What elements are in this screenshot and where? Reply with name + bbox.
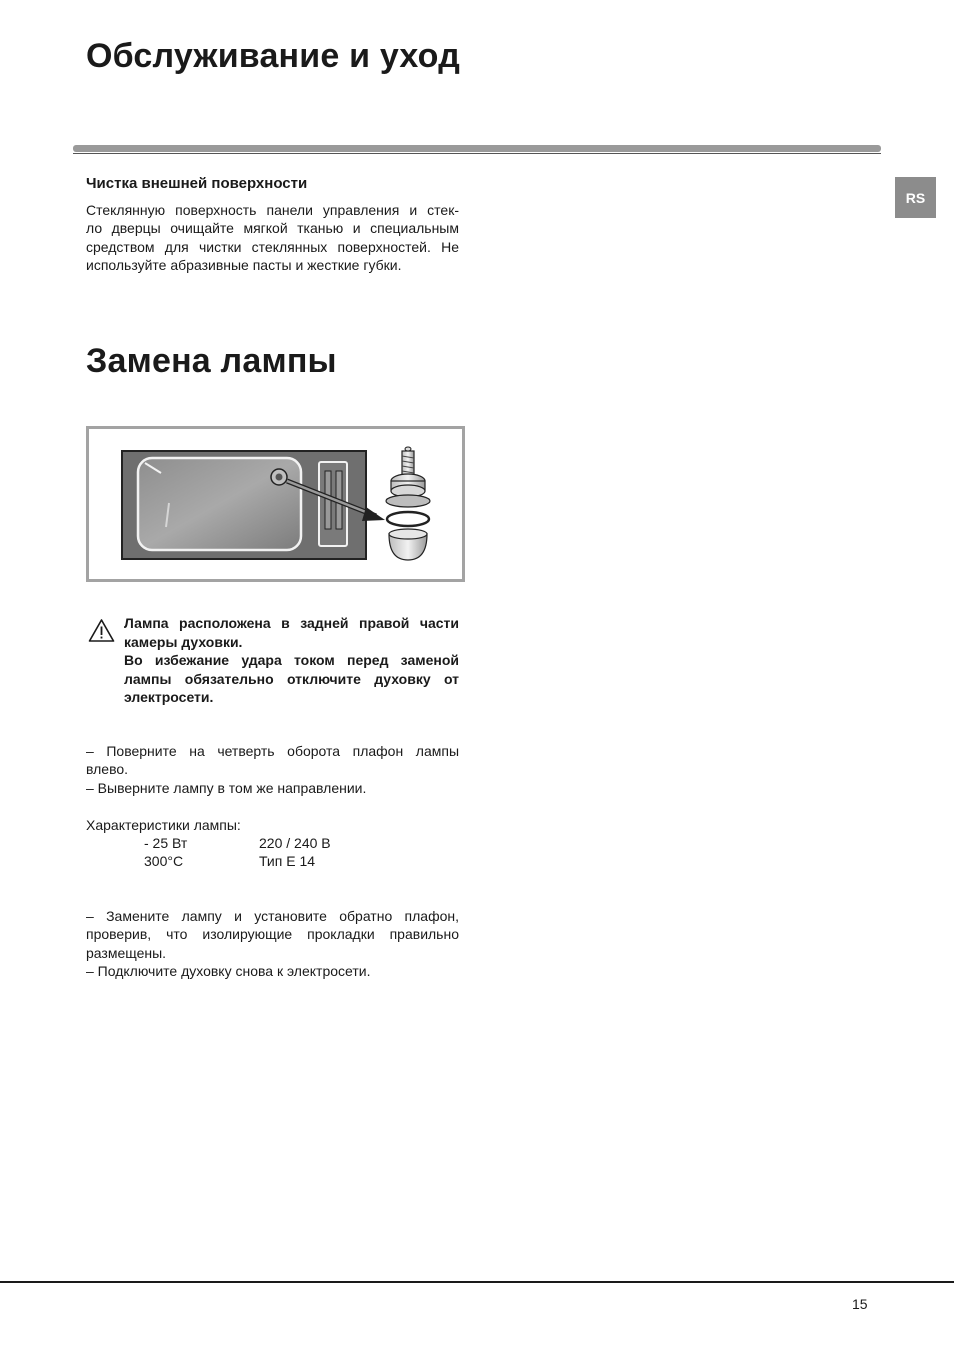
warning-line: Во избежание удара током перед заменой <box>124 652 459 668</box>
spec-voltage: 220 / 240 В <box>259 835 331 851</box>
step-line: – Поверните на четверть оборота плафон лампы <box>86 743 459 759</box>
warning-line: электросети. <box>124 689 214 705</box>
page-number: 15 <box>852 1296 868 1312</box>
language-tab: RS <box>895 177 936 218</box>
step-line: – Замените лампу и установите обратно плафон, <box>86 908 459 924</box>
title-divider-line <box>73 153 881 154</box>
steps-block-2 <box>86 907 459 980</box>
warning-triangle-icon <box>88 618 115 643</box>
spec-type: Тип Е 14 <box>259 853 316 869</box>
step-line: размещены. <box>86 944 167 961</box>
step-line: – Выверните лампу в том же направлении. <box>86 779 367 796</box>
cleaning-heading: Чистка внешней поверхности <box>86 175 308 192</box>
title-divider <box>73 145 881 152</box>
warning-text <box>124 614 459 707</box>
cleaning-line: средством для чистки стеклянных поверхностей. Не <box>86 238 459 255</box>
page-title: Обслуживание и уход <box>86 37 460 75</box>
spec-title: Характеристики лампы: <box>86 817 241 833</box>
warning-line: лампы обязательно отключите духовку от <box>124 670 459 687</box>
spec-temperature: 300°C <box>144 853 184 869</box>
oven-lamp-illustration <box>86 426 465 582</box>
cleaning-line: Стеклянную поверхность панели управления и стек- <box>86 202 459 218</box>
cleaning-line: используйте абразивные пасты и жесткие губки. <box>86 256 402 273</box>
warning-line: Лампа расположена в задней правой части <box>124 615 459 631</box>
step-line: влево. <box>86 761 129 778</box>
spec-power: - 25 Вт <box>144 835 188 851</box>
step-line: проверив, что изолирующие прокладки правильно <box>86 926 459 943</box>
footer-divider <box>0 1281 954 1283</box>
warning-line: камеры духовки. <box>124 633 243 650</box>
cleaning-paragraph <box>86 201 459 274</box>
steps-block-1 <box>86 742 459 797</box>
cleaning-line: ло дверцы очищайте мягкой тканью и специальным <box>86 220 459 237</box>
lamp-heading: Замена лампы <box>86 342 337 380</box>
step-line: – Подключите духовку снова к электросети. <box>86 962 371 979</box>
